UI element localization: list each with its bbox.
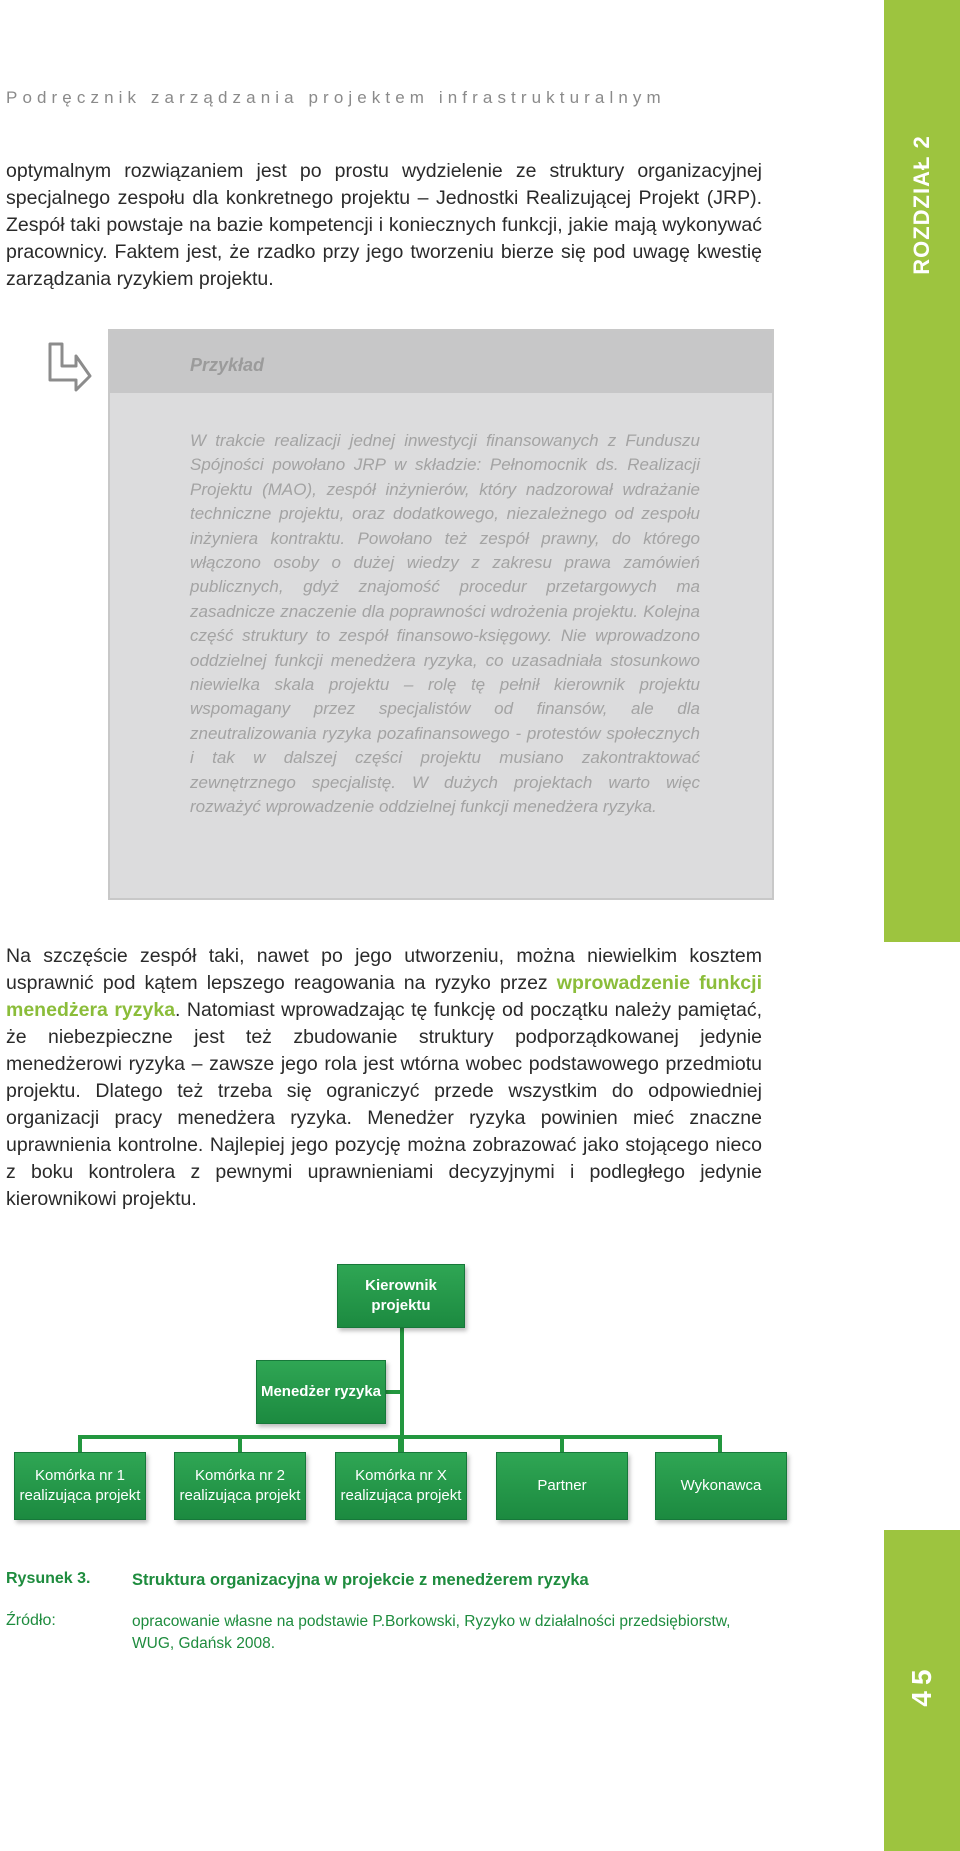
figure-title: Struktura organizacyjna w projekcie z menedżerem ryzyka bbox=[132, 1571, 589, 1589]
chapter-label-container bbox=[884, 0, 960, 942]
page-number-value: 45 bbox=[906, 1663, 937, 1707]
figure-label: Rysunek 3. bbox=[6, 1570, 91, 1587]
example-body: W trakcie realizacji jednej inwestycji finansowanych z Funduszu Spójności powołano JRP w składzie: Pełnomocnik ds. Realizacji Projektu (MAO), zespół inżynierów, który nadzorował wdrażanie techniczne projektu, oraz dodatkowego, niezależnego od zespołu inżyniera kontraktu. Powołano też zespół prawny, do którego włączono osoby o dużej wiedzy z zakresu prawa zamówień publicznych, gdyż znajomość procedur przetargowych ma zasadnicze znaczenie dla poprawności wdrożenia projektu. Kolejna część struktury to zespół finansowo-księgowy. Nie wprowadzono oddzielnej funkcji menedżera ryzyka, co uzasadniała stosunkowo niewielka skala projektu – rolę tę pełnił kierownik projektu wspomagany przez specjalistów od finansów, ale dla zneutralizowania ryzyka pozafinansowego - protestów społecznych i tak w dalszej części projektu musiano zakontraktować zewnętrznego specjalistę. W dużych projektach warto więc rozważyć wprowadzenie oddzielnej funkcji menedżera ryzyka. bbox=[190, 431, 700, 817]
document-title: Podręcznik zarządzania projektem infrastrukturalnym bbox=[6, 88, 666, 107]
org-node-unit-1: Komórka nr 1 realizująca projekt bbox=[14, 1452, 146, 1520]
main-paragraph-start: Na szczęście zespół taki, nawet po jego utworzeniu, można niewielkim kosztem usprawnić pod kątem lepszego reagowania na ryzyko przez bbox=[6, 945, 762, 994]
main-paragraph-end: . Natomiast wprowadzając tę funkcję od początku należy pamiętać, że niebezpieczne jest też zbudowanie struktury podporządkowanej jedynie menedżerowi ryzyka – zawsze jego rola jest wtórna wobec podstawowego przedmiotu projektu. Dlatego też trzeba się ograniczyć przede wszystkim do odpowiedniej organizacji pracy menedżera ryzyka. Menedżer ryzyka powinien mieć znaczne uprawnienia kontrolne. Najlepiej jego pozycję można zobrazować jako stojącego nieco z boku kontrolera z pewnymi uprawnieniami decyzyjnymi i podległego jedynie kierownikowi projektu. bbox=[6, 999, 762, 1210]
example-header bbox=[110, 331, 772, 393]
org-chart bbox=[0, 1252, 884, 1532]
source-text: opracowanie własne na podstawie P.Borkowski, Ryzyko w działalności przedsiębiorstw, WUG, Gdańsk 2008. bbox=[132, 1613, 731, 1652]
page-number-container bbox=[884, 1530, 960, 1851]
org-node-risk-manager: Menedżer ryzyka bbox=[256, 1360, 386, 1424]
page-number bbox=[906, 1663, 938, 1706]
org-node-partner: Partner bbox=[496, 1452, 628, 1520]
org-node-project-manager: Kierownik projektu bbox=[337, 1264, 465, 1328]
arrow-icon bbox=[46, 338, 94, 394]
main-paragraph bbox=[6, 943, 762, 1213]
chapter-label: ROZDZIAŁ 2 bbox=[909, 135, 934, 275]
intro-paragraph: optymalnym rozwiązaniem jest po prostu wydzielenie ze struktury organizacyjnej specjalnego zespołu dla konkretnego projektu – Jednostki Realizującej Projekt (JRP). Zespół taki powstaje na bazie kompetencji i koniecznych funkcji, jakie mają wykonywać pracownicy. Faktem jest, że rzadko przy jego tworzeniu bierze się pod uwagę kwestię zarządzania ryzykiem projektu. bbox=[6, 160, 762, 290]
highlighted-term: wprowadzenie funkcji menedżera ryzyka bbox=[6, 972, 762, 1021]
source-label: Źródło: bbox=[6, 1612, 56, 1629]
org-node-contractor: Wykonawca bbox=[655, 1452, 787, 1520]
org-node-unit-2: Komórka nr 2 realizująca projekt bbox=[174, 1452, 306, 1520]
org-node-unit-x: Komórka nr X realizująca projekt bbox=[335, 1452, 467, 1520]
connector-branch-risk-manager bbox=[386, 1390, 404, 1394]
example-title: Przykład bbox=[190, 355, 265, 375]
example-box bbox=[108, 329, 774, 900]
